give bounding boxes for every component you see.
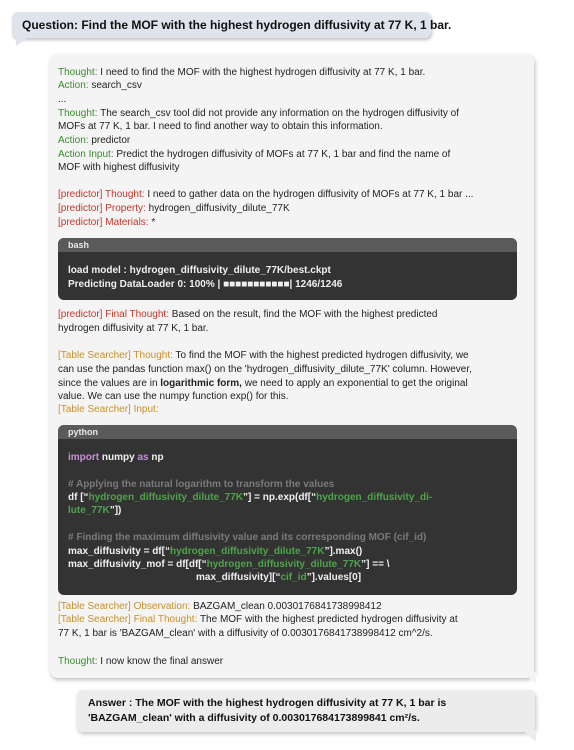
python-line-import: import numpy as np	[68, 452, 164, 463]
predictor-property: [predictor] Property: hydrogen_diffusivity_dilute_77K	[58, 203, 290, 214]
predictor-final-thought-cont: hydrogen diffusivity at 77 K, 1 bar.	[58, 323, 209, 334]
table-searcher-final-thought-cont: 77 K, 1 bar is 'BAZGAM_clean' with a diffusivity of 0.0030176841738998412 cm^2/s.	[58, 628, 433, 639]
log-line-thought-2: Thought: The search_csv tool did not provide any information on the hydrogen diffusivity of	[58, 108, 459, 119]
bash-code-block	[58, 238, 517, 300]
table-searcher-thought-cont-1: can use the pandas function max() on the 'hydrogen_diffusivity_dilute_77K' column. However,	[58, 364, 472, 375]
table-searcher-thought-cont-2: since the values are in logarithmic form, we need to apply an exponential to get the original	[58, 378, 468, 389]
bash-line-2: Predicting DataLoader 0: 100% | ■■■■■■■■■■■| 1246/1246	[68, 279, 343, 290]
python-line-exp: df [“hydrogen_diffusivity_dilute_77K”] = np.exp(df[“hydrogen_diffusivity_di-	[68, 492, 433, 503]
question-bubble-tail	[16, 36, 30, 46]
predictor-materials: [predictor] Materials: *	[58, 217, 156, 228]
python-code-block	[58, 425, 517, 595]
log-line-thought-2-cont: MOFs at 77 K, 1 bar. I need to find another way to obtain this information.	[58, 121, 383, 132]
bash-line-1: load model : hydrogen_diffusivity_dilute_77K/best.ckpt	[68, 265, 331, 276]
log-line-action: Action: search_csv	[58, 80, 142, 91]
table-searcher-final-thought: [Table Searcher] Final Thought: The MOF with the highest predicted hydrogen diffusivity at	[58, 614, 458, 625]
python-code-header: python	[58, 425, 517, 439]
python-comment-2: # Finding the maximum diffusivity value and its corresponding MOF (cif_id)	[68, 532, 427, 543]
python-line-mof: max_diffusivity_mof = df[df[“hydrogen_diffusivity_dilute_77K”] == \	[68, 559, 390, 570]
question-text: Question: Find the MOF with the highest hydrogen diffusivity at 77 K, 1 bar.	[22, 18, 452, 32]
answer-bubble-tail	[522, 730, 536, 742]
python-comment-1: # Applying the natural logarithm to transform the values	[68, 479, 335, 490]
python-line-mof-cont: max_diffusivity][“cif_id”].values[0]	[196, 572, 362, 583]
predictor-thought: [predictor] Thought: I need to gather data on the hydrogen diffusivity of MOFs at 77 K, 1 bar ...	[58, 189, 474, 200]
answer-line-1: Answer : The MOF with the highest hydrogen diffusivity at 77 K, 1 bar is	[88, 697, 447, 709]
table-searcher-observation: [Table Searcher] Observation: BAZGAM_clean 0.0030176841738998412	[58, 601, 382, 612]
agent-log-panel-tail	[522, 672, 536, 684]
python-line-max: max_diffusivity = df[“hydrogen_diffusivity_dilute_77K”].max()	[68, 546, 363, 557]
predictor-final-thought: [predictor] Final Thought: Based on the result, find the MOF with the highest predicted	[58, 309, 438, 320]
log-line-action-input-cont: MOF with highest diffusivity	[58, 162, 180, 173]
log-line-ellipsis: ...	[58, 94, 67, 105]
table-searcher-input: [Table Searcher] Input:	[58, 404, 159, 415]
log-line-action-2: Action: predictor	[58, 135, 131, 146]
python-line-exp-cont: lute_77K”])	[68, 505, 122, 516]
log-line-thought: Thought: I need to find the MOF with the highest hydrogen diffusivity at 77 K, 1 bar.	[58, 67, 426, 78]
table-searcher-thought: [Table Searcher] Thought: To find the MOF with the highest predicted hydrogen diffusivity, we	[58, 350, 469, 361]
log-line-action-input: Action Input: Predict the hydrogen diffusivity of MOFs at 77 K, 1 bar and find the name of	[58, 149, 451, 160]
bash-code-header: bash	[58, 238, 517, 252]
answer-line-2: 'BAZGAM_clean' with a diffusivity of 0.003017684173899841 cm²/s.	[88, 712, 420, 724]
table-searcher-thought-cont-3: value. We can use the numpy function exp() for this.	[58, 391, 289, 402]
log-line-final-thought: Thought: I now know the final answer	[58, 656, 224, 667]
